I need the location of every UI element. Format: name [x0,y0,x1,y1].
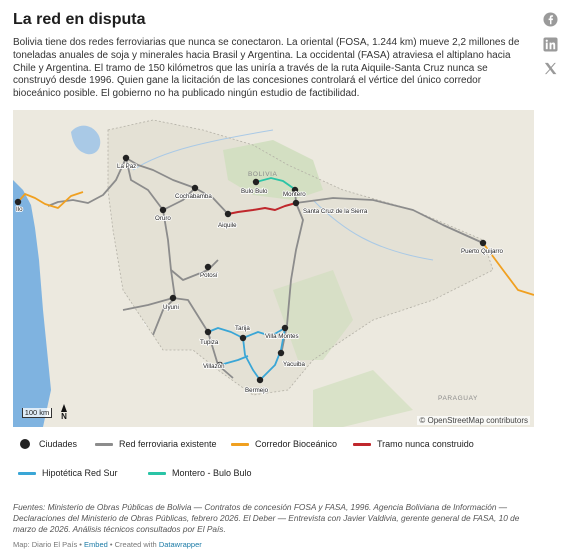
city-dot-la-paz[interactable] [123,155,129,161]
footer-created-with: Created with [114,540,157,549]
legend-label-existing: Red ferroviaria existente [119,439,217,449]
x-share-button[interactable] [543,61,558,76]
legend-label-never-built: Tramo nunca construido [377,439,474,449]
city-dot-uyuni[interactable] [170,295,176,301]
scale-bar: 100 km [22,408,52,418]
city-dot-ilo[interactable] [15,199,21,205]
legend-swatch-existing [95,443,113,446]
legend-swatch-montero-bulo [148,472,166,475]
linkedin-share-button[interactable] [543,37,558,52]
city-dot-cochabamba[interactable] [192,185,198,191]
legend-swatch-cities [20,439,30,449]
city-dot-yacuiba[interactable] [278,350,284,356]
datawrapper-link[interactable]: Datawrapper [158,540,202,549]
legend-item-cities [20,439,77,449]
city-label-bermejo: Bermejo [245,387,269,394]
city-label-villa-montes: Villa Montes [265,333,299,340]
city-dot-bulo-bulo[interactable] [253,179,259,185]
city-label-oruro: Oruro [155,215,171,222]
legend-item-existing [95,439,217,449]
map-attribution[interactable]: © OpenStreetMap contributors [419,416,528,425]
city-label-tupiza: Tupiza [200,339,219,346]
footer-map-credit: Map: Diario El País [13,540,78,549]
legend-item-bioceanic [231,439,337,449]
city-label-bulo-bulo: Bulo Bulo [241,188,268,195]
city-label-puerto-quijarro: Puerto Quijarro [461,248,503,255]
legend-item-montero-bulo [148,468,252,478]
city-label-uyuni: Uyuni [163,304,179,311]
city-dot-bermejo[interactable] [257,377,263,383]
x-icon [543,61,558,76]
city-dot-potosi[interactable] [205,264,211,270]
legend-item-never-built [353,439,474,449]
city-dot-tarija[interactable] [240,335,246,341]
city-dot-oruro[interactable] [160,207,166,213]
city-label-aiquile: Aiquile [218,222,237,229]
legend-label-montero-bulo: Montero - Bulo Bulo [172,468,252,478]
chart-title: La red en disputa [13,11,146,28]
city-dot-tupiza[interactable] [205,329,211,335]
country-label-paraguay: PARAGUAY [438,395,478,402]
city-label-potosi: Potosí [200,272,218,279]
legend-swatch-never-built [353,443,371,446]
linkedin-icon [543,37,558,52]
country-label-bolivia: BOLIVIA [248,171,278,178]
city-label-tarija: Tarija [235,325,250,332]
city-dot-puerto-quijarro[interactable] [480,240,486,246]
legend-item-south [18,468,118,478]
legend-label-bioceanic: Corredor Bioceánico [255,439,338,449]
embed-link[interactable]: Embed [84,540,108,549]
city-label-la-paz: La Paz [117,163,137,170]
map-canvas[interactable] [13,110,534,427]
city-dot-santa-cruz[interactable] [293,200,299,206]
intro-text: Bolivia tiene dos redes ferroviarias que nunca se conectaron. La oriental (FOSA, 1.244 km) mueve 2,2 millones de toneladas anuales de soja y minerales hacia Brasil y Argentina. La occidental (FASA) atraviesa el altiplano hacia Chile y Argentina. El tramo de 150 kilómetros que las uniría a través de la ruta Aiquile-Santa Cruz nunca se construyó desde 1996. Quien gane la licitación de las concesiones controlará el vértice del único corredor bioceánico posible. El gobierno no ha publicado ningún estudio de factibilidad. [13,37,520,100]
facebook-icon [543,12,558,27]
north-arrow-icon [61,404,67,412]
city-label-montero: Montero [283,191,306,198]
footer-separator: • [109,540,113,549]
legend-label-south: Hipotética Red Sur [42,468,118,478]
city-dot-aiquile[interactable] [225,211,231,217]
city-label-santa-cruz: Santa Cruz de la Sierra [303,208,368,215]
footer-separator: • [79,540,82,549]
legend-swatch-south [18,472,36,475]
city-label-yacuiba: Yacuiba [283,361,305,368]
city-label-ilo: Ilo [16,206,23,213]
footer [13,540,202,549]
legend-swatch-bioceanic [231,443,249,446]
city-dot-villa-montes[interactable] [282,325,288,331]
north-label: N [61,412,67,421]
sources-note: Fuentes: Ministerio de Obras Públicas de Bolivia — Contratos de concesión FOSA y FASA, 1996. Agencia Boliviana de Información — Declaraciones del Ministerio de Obras Públicas, febrero 2026. El Deber — Entrevista con Javier Valdivia, gerente general de FASA, 10 de marzo de 2026. Análisis técnicos consultados por El País. [13,502,520,534]
city-label-cochabamba: Cochabamba [175,193,212,200]
map[interactable] [13,110,534,427]
north-arrow [59,404,69,421]
city-label-villazon: Villazón [203,363,225,370]
facebook-share-button[interactable] [543,12,558,27]
legend-label-cities: Ciudades [39,439,78,449]
